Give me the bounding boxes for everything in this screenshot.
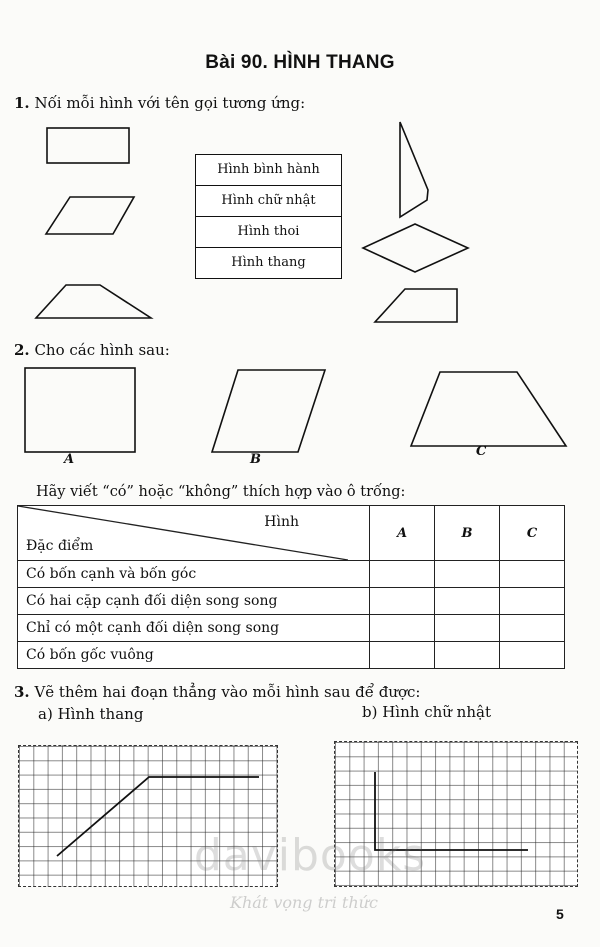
answer-cell-c[interactable] xyxy=(500,588,565,615)
question-3-text: Vẽ thêm hai đoạn thẳng vào mỗi hình sau để được: xyxy=(34,683,421,701)
feature-label: Có hai cặp cạnh đối diện song song xyxy=(18,588,370,615)
answer-cell-c[interactable] xyxy=(500,615,565,642)
answer-cell-b[interactable] xyxy=(435,561,500,588)
watermark-slogan: Khát vọng tri thức xyxy=(230,893,378,912)
diagonal-header-cell xyxy=(18,506,370,561)
table-row xyxy=(18,615,565,642)
answer-cell-a[interactable] xyxy=(370,615,435,642)
feature-label: Chỉ có một cạnh đối diện song song xyxy=(18,615,370,642)
q1-parallelogram-shape xyxy=(46,197,134,234)
answer-cell-c[interactable] xyxy=(500,561,565,588)
name-item-rhombus[interactable]: Hình thoi xyxy=(196,217,341,248)
question-1-number: 1. xyxy=(14,94,30,112)
column-header-a: A xyxy=(370,506,435,561)
table-row xyxy=(18,588,565,615)
table-header-row xyxy=(18,506,565,561)
column-header-b: B xyxy=(435,506,500,561)
figure-a-square xyxy=(25,368,135,452)
answer-cell-b[interactable] xyxy=(435,588,500,615)
name-item-trapezoid[interactable]: Hình thang xyxy=(231,255,306,270)
q1-right-trapezoid-shape xyxy=(375,289,457,322)
feature-label: Có bốn gốc vuông xyxy=(18,642,370,669)
q2-instruction: Hãy viết “có” hoặc “không” thích hợp vào ô trống: xyxy=(36,484,406,500)
name-item-parallelogram[interactable]: Hình bình hành xyxy=(196,155,341,186)
figure-b-label: B xyxy=(250,452,261,467)
q1-rectangle-shape xyxy=(47,128,129,163)
name-item-rectangle[interactable]: Hình chữ nhật xyxy=(196,186,341,217)
q3-part-a-label: a) Hình thang xyxy=(38,705,144,723)
page-title: Bài 90. HÌNH THANG xyxy=(205,52,395,73)
q2-shapes xyxy=(0,360,600,470)
question-3-number: 3. xyxy=(14,683,30,701)
header-shape-label: Hình xyxy=(264,514,299,530)
question-3 xyxy=(14,683,420,701)
answer-cell-a[interactable] xyxy=(370,561,435,588)
answer-cell-b[interactable] xyxy=(435,615,500,642)
question-2-text: Cho các hình sau: xyxy=(34,341,170,359)
table-row xyxy=(18,642,565,669)
feature-label: Có bốn cạnh và bốn góc xyxy=(18,561,370,588)
column-header-c: C xyxy=(500,506,565,561)
watermark-brand: davibooks xyxy=(193,830,427,881)
header-feature-label: Đặc điểm xyxy=(26,538,94,554)
q3-part-b-label: b) Hình chữ nhật xyxy=(362,703,491,721)
figure-b-parallelogram xyxy=(212,370,325,452)
question-2 xyxy=(14,341,170,359)
answer-cell-c[interactable] xyxy=(500,642,565,669)
q1-tall-trapezoid-shape xyxy=(400,122,428,217)
figure-c-label: C xyxy=(476,444,487,459)
page-number: 5 xyxy=(556,906,564,922)
question-2-number: 2. xyxy=(14,341,30,359)
shape-names-list xyxy=(195,154,342,279)
figure-a-label: A xyxy=(64,452,75,467)
question-1-text: Nối mỗi hình với tên gọi tương ứng: xyxy=(34,94,306,112)
q1-rhombus-shape xyxy=(363,224,468,272)
table-row xyxy=(18,561,565,588)
q1-trapezoid-left-shape xyxy=(36,285,151,318)
answer-cell-b[interactable] xyxy=(435,642,500,669)
figure-c-trapezoid xyxy=(411,372,566,446)
features-table xyxy=(17,505,565,669)
answer-cell-a[interactable] xyxy=(370,588,435,615)
answer-cell-a[interactable] xyxy=(370,642,435,669)
